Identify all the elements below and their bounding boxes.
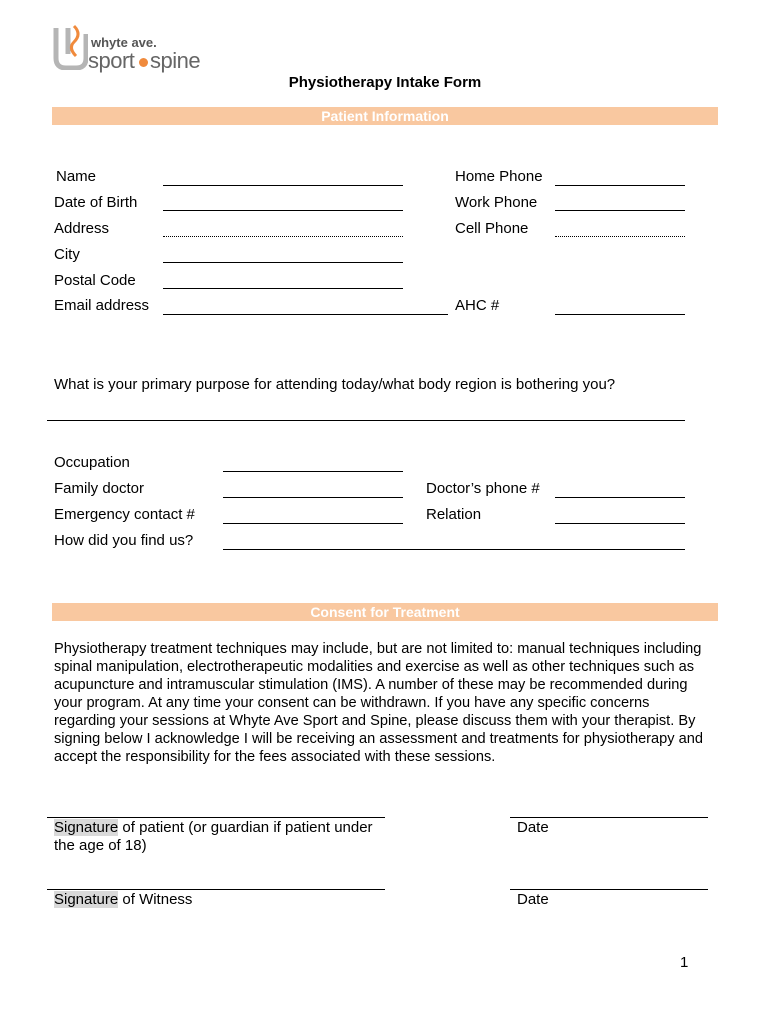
witness-date-field[interactable] xyxy=(510,889,708,890)
label-city: City xyxy=(54,246,80,263)
label-date-1: Date xyxy=(517,819,549,836)
dob-field[interactable] xyxy=(163,210,403,211)
city-field[interactable] xyxy=(163,262,403,263)
ahc-field[interactable] xyxy=(555,314,685,315)
signature-word-2: Signature xyxy=(54,891,119,908)
name-field[interactable] xyxy=(163,185,403,186)
relation-field[interactable] xyxy=(555,523,685,524)
section-header-patient-label: Patient Information xyxy=(321,108,449,124)
witness-signature-field[interactable] xyxy=(47,889,385,890)
label-postal-code: Postal Code xyxy=(54,272,136,289)
label-patient-signature-line2: the age of 18) xyxy=(54,837,147,854)
label-cell-phone: Cell Phone xyxy=(455,220,529,237)
logo-dot-icon xyxy=(139,58,148,67)
logo-word-spine: spine xyxy=(150,48,201,73)
logo-word-sport: sport xyxy=(88,48,135,73)
label-occupation: Occupation xyxy=(54,454,130,471)
work-phone-field[interactable] xyxy=(555,210,685,211)
section-header-consent xyxy=(52,603,718,621)
form-title: Physiotherapy Intake Form xyxy=(288,74,482,91)
label-address: Address xyxy=(54,220,110,237)
label-emergency-contact: Emergency contact # xyxy=(54,506,195,523)
consent-paragraph: Physiotherapy treatment techniques may include, but are not limited to: manual techniques including spinal manipulation, electrotherapeutic modalities and exercise as well as other techniques such as acupuncture and intramuscular stimulation (IMS). A number of these may be recommended during your program. At any time your consent can be withdrawn. If you have any specific concerns regarding your sessions at Whyte Ave Sport and Spine, please discuss them with your therapist. By signing below I acknowledge I will be receiving an assessment and treatments for physiotherapy and accept the responsibility for the fees associated with these sessions. xyxy=(54,641,703,765)
signature-word: Signature xyxy=(54,819,119,836)
cell-phone-field[interactable] xyxy=(555,236,685,237)
label-witness-signature xyxy=(54,891,192,909)
label-home-phone: Home Phone xyxy=(455,168,543,185)
label-primary-purpose: What is your primary purpose for attending today/what body region is bothering you? xyxy=(54,376,616,393)
section-header-consent-label: Consent for Treatment xyxy=(310,604,460,620)
family-doctor-field[interactable] xyxy=(223,497,403,498)
label-date-2: Date xyxy=(517,891,549,908)
find-us-field[interactable] xyxy=(223,549,685,550)
section-header-patient xyxy=(52,107,718,125)
label-find-us: How did you find us? xyxy=(54,532,194,549)
label-relation: Relation xyxy=(426,506,482,523)
emergency-contact-field[interactable] xyxy=(223,523,403,524)
label-dob: Date of Birth xyxy=(54,194,138,211)
page-number: 1 xyxy=(680,954,689,971)
witness-signature-rest: of Witness xyxy=(118,891,193,908)
patient-date-field[interactable] xyxy=(510,817,708,818)
address-field[interactable] xyxy=(163,236,403,237)
primary-purpose-field[interactable] xyxy=(47,420,685,421)
patient-signature-field[interactable] xyxy=(47,817,385,818)
label-name: Name xyxy=(56,168,97,185)
logo-line1: whyte ave. xyxy=(91,35,157,50)
label-doctors-phone: Doctor’s phone # xyxy=(426,480,540,497)
home-phone-field[interactable] xyxy=(555,185,685,186)
label-email: Email address xyxy=(54,297,150,314)
email-field[interactable] xyxy=(163,314,448,315)
patient-signature-rest: of patient (or guardian if patient under xyxy=(118,819,373,836)
label-family-doctor: Family doctor xyxy=(54,480,145,497)
label-work-phone: Work Phone xyxy=(455,194,538,211)
occupation-field[interactable] xyxy=(223,471,403,472)
label-patient-signature xyxy=(54,819,373,837)
postal-code-field[interactable] xyxy=(163,288,403,289)
label-ahc: AHC # xyxy=(455,297,500,314)
doctors-phone-field[interactable] xyxy=(555,497,685,498)
logo-mark-icon xyxy=(52,24,88,70)
